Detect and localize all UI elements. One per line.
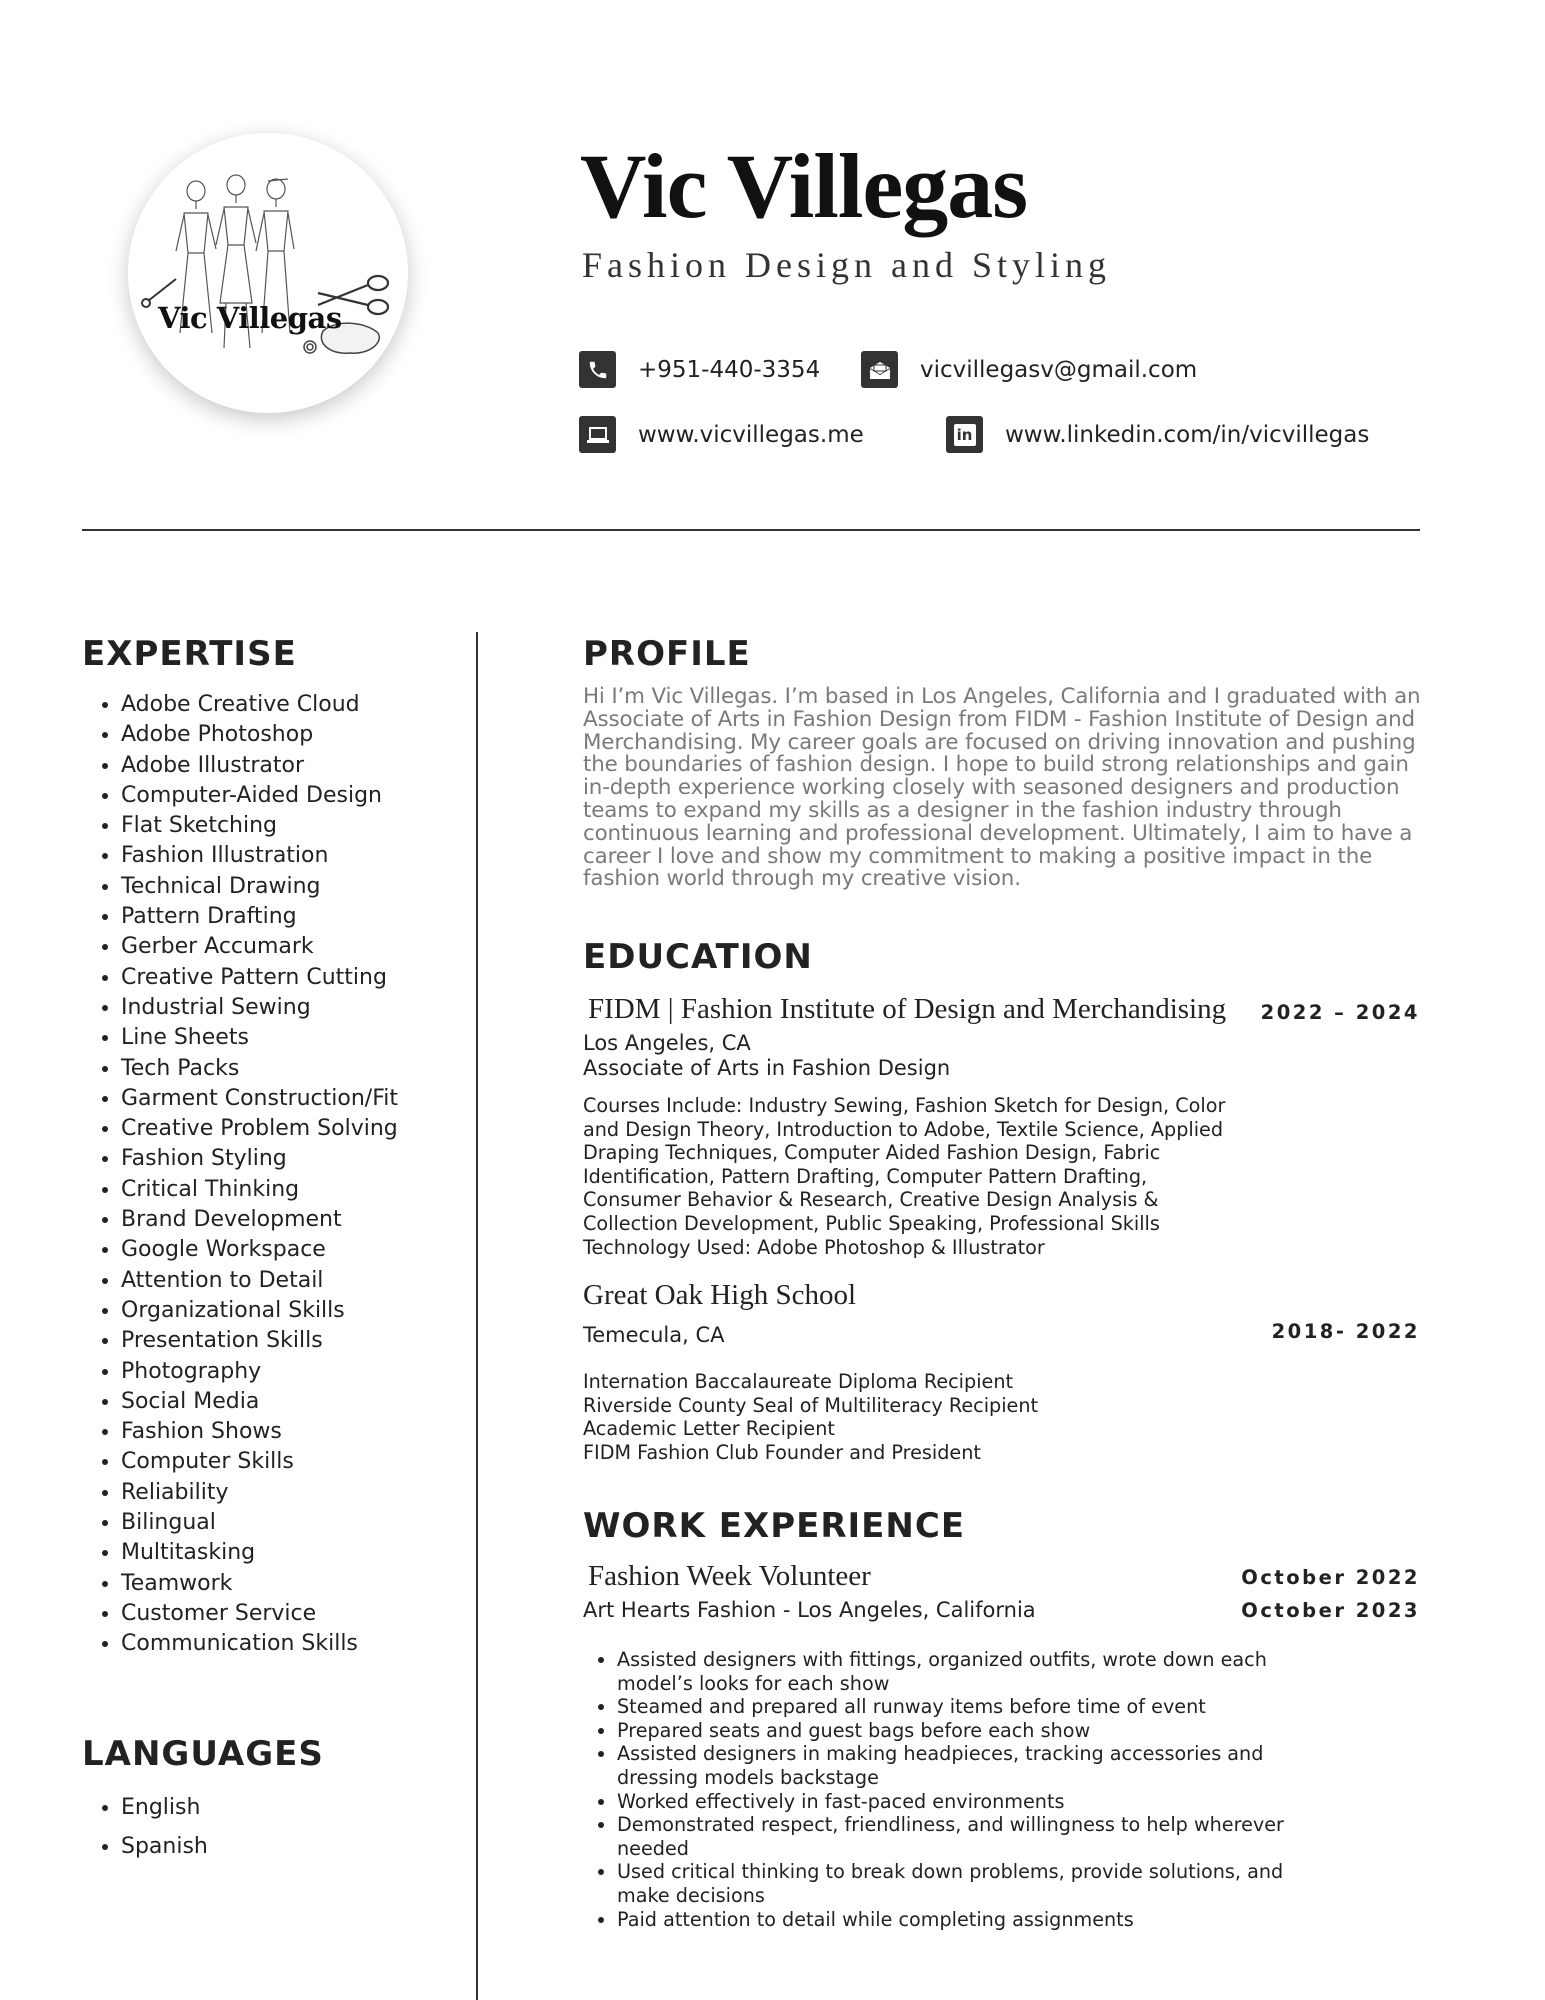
expertise-heading: EXPERTISE	[82, 634, 297, 674]
work-bullet: • Used critical thinking to break down problems, provide solutions, and make decisions	[617, 1860, 1287, 1907]
expertise-item: • Technical Drawing	[121, 872, 501, 902]
logo	[128, 133, 408, 413]
expertise-item: • Computer-Aided Design	[121, 781, 501, 811]
expertise-item: • Fashion Illustration	[121, 841, 501, 871]
fidm-degree: Associate of Arts in Fashion Design	[583, 1056, 951, 1080]
work-bullet: • Demonstrated respect, friendliness, and willingness to help wherever needed	[617, 1813, 1287, 1860]
expertise-item: • Attention to Detail	[121, 1266, 501, 1296]
work-date-end: October 2023	[1241, 1599, 1420, 1622]
highschool-honors	[583, 1370, 1243, 1464]
language-item: • Spanish	[121, 1827, 501, 1866]
expertise-item: • Fashion Styling	[121, 1144, 501, 1174]
expertise-item: • Social Media	[121, 1387, 501, 1417]
envelope-icon	[861, 351, 898, 388]
subtitle: Fashion Design and Styling	[582, 245, 1112, 285]
languages-list	[83, 1788, 501, 1866]
website-text[interactable]: www.vicvillegas.me	[638, 421, 864, 448]
work-bullets	[583, 1648, 1287, 1931]
expertise-item: • Customer Service	[121, 1599, 501, 1629]
expertise-item: • Gerber Accumark	[121, 932, 501, 962]
work-bullet: • Steamed and prepared all runway items before time of event	[617, 1695, 1287, 1719]
expertise-item: • Critical Thinking	[121, 1175, 501, 1205]
fidm-courses: Courses Include: Industry Sewing, Fashion Sketch for Design, Color and Design Theory, Introduction to Adobe, Textile Science, Applied Draping Techniques, Computer Aided Fashion Design, Fabric Identification, Pattern Drafting, Computer Pattern Drafting, Consumer Behavior & Research, Creative Design Analysis & Collection Development, Public Speaking, Professional Skills	[583, 1094, 1226, 1235]
expertise-item: • Communication Skills	[121, 1629, 501, 1659]
expertise-item: • Creative Pattern Cutting	[121, 963, 501, 993]
expertise-item: • Multitasking	[121, 1538, 501, 1568]
profile-heading: PROFILE	[583, 634, 751, 674]
expertise-item: • Adobe Illustrator	[121, 751, 501, 781]
expertise-item: • Creative Problem Solving	[121, 1114, 501, 1144]
profile-text: Hi I’m Vic Villegas. I’m based in Los Angeles, California and I graduated with an Associate of Arts in Fashion Design from FIDM - Fashion Institute of Design and Merchandising. My career goals are focused on driving innovation and pushing the boundaries of fashion design. I hope to build strong relationships and gain in-depth experience working closely with seasoned designers and production teams to expand my skills as a designer in the fashion industry through continuous learning and professional development. Ultimately, I aim to have a career I love and show my commitment to making a positive impact in the fashion world through my creative vision.	[583, 684, 1421, 892]
work-heading: WORK EXPERIENCE	[583, 1506, 966, 1546]
contact-linkedin	[946, 416, 1369, 453]
work-date-start: October 2022	[1241, 1566, 1420, 1589]
expertise-item: • Google Workspace	[121, 1235, 501, 1265]
languages-heading: LANGUAGES	[82, 1734, 324, 1774]
expertise-item: • Line Sheets	[121, 1023, 501, 1053]
phone-icon	[579, 351, 616, 388]
expertise-item: • Tech Packs	[121, 1054, 501, 1084]
name-heading: Vic Villegas	[580, 135, 1028, 237]
contact-email	[861, 351, 1197, 388]
fidm-technology: Technology Used: Adobe Photoshop & Illustrator	[583, 1236, 1045, 1259]
honor-item: Riverside County Seal of Multiliteracy Recipient	[583, 1393, 1039, 1417]
logo-text: Vic Villegas	[158, 301, 342, 335]
expertise-item: • Adobe Photoshop	[121, 720, 501, 750]
expertise-item: • Presentation Skills	[121, 1326, 501, 1356]
fidm-dates: 2022 – 2024	[1260, 1001, 1420, 1024]
expertise-item: • Teamwork	[121, 1569, 501, 1599]
linkedin-text[interactable]: www.linkedin.com/in/vicvillegas	[1005, 421, 1370, 448]
expertise-item: • Industrial Sewing	[121, 993, 501, 1023]
expertise-item: • Organizational Skills	[121, 1296, 501, 1326]
highschool-name: Great Oak High School	[583, 1279, 857, 1311]
work-bullet: • Paid attention to detail while completing assignments	[617, 1908, 1287, 1932]
work-bullet: • Worked effectively in fast-paced environments	[617, 1790, 1287, 1814]
linkedin-glyph: in	[954, 424, 976, 446]
honor-item: Internation Baccalaureate Diploma Recipient	[583, 1370, 1014, 1393]
expertise-item: • Fashion Shows	[121, 1417, 501, 1447]
honor-item: Academic Letter Recipient	[583, 1417, 835, 1441]
education-heading: EDUCATION	[583, 937, 813, 977]
laptop-icon	[579, 416, 616, 453]
expertise-item: • Photography	[121, 1357, 501, 1387]
work-company: Art Hearts Fashion - Los Angeles, California	[583, 1598, 1036, 1622]
expertise-item: • Computer Skills	[121, 1447, 501, 1477]
expertise-item: • Pattern Drafting	[121, 902, 501, 932]
expertise-item: • Bilingual	[121, 1508, 501, 1538]
expertise-item: • Garment Construction/Fit	[121, 1084, 501, 1114]
work-bullet: • Prepared seats and guest bags before each show	[617, 1719, 1287, 1743]
expertise-item: • Adobe Creative Cloud	[121, 690, 501, 720]
work-bullet: • Assisted designers with fittings, organized outfits, wrote down each model’s looks for each show	[617, 1648, 1287, 1695]
language-item: • English	[121, 1788, 501, 1827]
work-role: Fashion Week Volunteer	[588, 1560, 871, 1592]
linkedin-icon	[946, 416, 983, 453]
expertise-list	[83, 690, 501, 1660]
fidm-location: Los Angeles, CA	[583, 1031, 751, 1055]
work-bullet: • Assisted designers in making headpieces, tracking accessories and dressing models backstage	[617, 1742, 1287, 1789]
fidm-school-name: FIDM | Fashion Institute of Design and Merchandising	[588, 993, 1227, 1025]
contact-phone	[579, 351, 820, 388]
highschool-dates: 2018- 2022	[1271, 1320, 1420, 1343]
highschool-location: Temecula, CA	[583, 1323, 725, 1347]
phone-text[interactable]: +951-440-3354	[638, 356, 821, 383]
header-divider	[82, 529, 1420, 531]
expertise-item: • Reliability	[121, 1478, 501, 1508]
honor-item: FIDM Fashion Club Founder and President	[583, 1440, 981, 1464]
email-text[interactable]: vicvillegasv@gmail.com	[920, 356, 1198, 383]
expertise-item: • Flat Sketching	[121, 811, 501, 841]
contact-website	[579, 416, 864, 453]
fashion-sketch-illustration	[128, 133, 408, 413]
expertise-item: • Brand Development	[121, 1205, 501, 1235]
